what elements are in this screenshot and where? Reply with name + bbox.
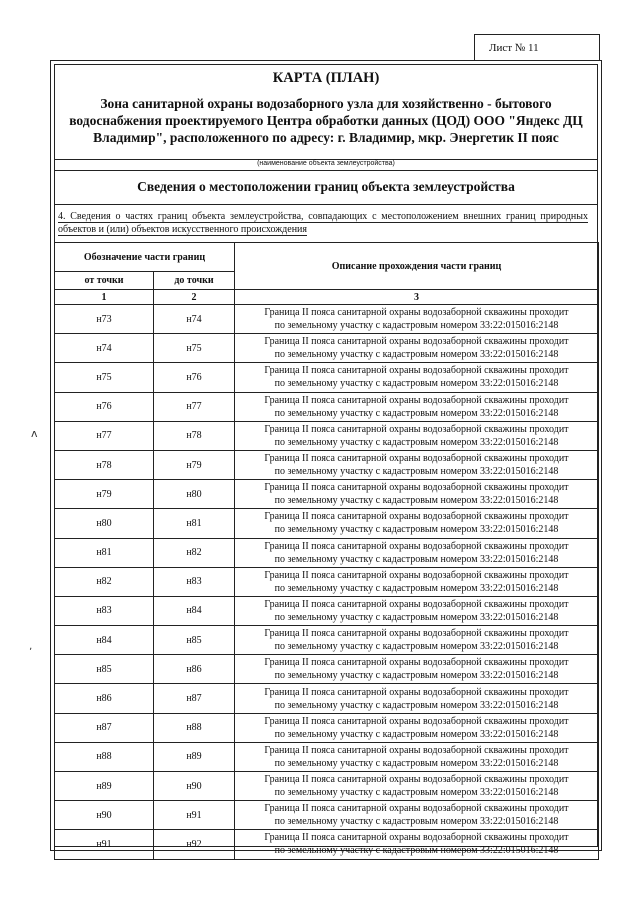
to-point: н77 (154, 392, 235, 421)
to-point: н91 (154, 801, 235, 830)
table-row (55, 567, 599, 596)
from-point: н87 (55, 713, 154, 742)
description-line: Граница II пояса санитарной охраны водозаборной скважины проходит (264, 511, 569, 523)
description-line: Граница II пояса санитарной охраны водозаборной скважины проходит (264, 540, 569, 552)
col-number: 2 (154, 290, 235, 305)
header-to-point: до точки (154, 272, 235, 290)
divider (54, 204, 598, 205)
section-note-text: 4. Сведения о частях границ объекта землеустройства, совпадающих с местоположением внешних границ природных объектов и (или) объектов искусственного происхождения (58, 211, 588, 235)
description-line: по земельному участку с кадастровым номером 33:22:015016:2148 (274, 816, 559, 828)
from-point: н80 (55, 509, 154, 538)
to-point: н78 (154, 421, 235, 450)
to-point: н80 (154, 480, 235, 509)
object-name: Зона санитарной охраны водозаборного узла для хозяйственно - бытового водоснабжения проектируемого Центра обработки данных (ЦОД) ООО "Яндекс ДЦ Владимир", расположенного по адресу: г. Владимир, мкр. Энергетик II пояс (69, 96, 583, 145)
to-point: н92 (154, 830, 235, 859)
description-line: по земельному участку с кадастровым номером 33:22:015016:2148 (274, 757, 559, 769)
table-row (55, 801, 599, 830)
from-point: н82 (55, 567, 154, 596)
table-row (55, 830, 599, 859)
from-point: н75 (55, 363, 154, 392)
description-line: по земельному участку с кадастровым номером 33:22:015016:2148 (274, 495, 559, 507)
margin-scribble: ʼ (29, 647, 33, 658)
document-title: КАРТА (ПЛАН) (272, 70, 380, 86)
divider (54, 170, 598, 171)
description-line: Граница II пояса санитарной охраны водозаборной скважины проходит (264, 423, 569, 435)
to-point: н83 (154, 567, 235, 596)
boundary-description (235, 480, 599, 509)
from-point: н76 (55, 392, 154, 421)
description-line: по земельному участку с кадастровым номером 33:22:015016:2148 (274, 611, 559, 623)
to-point: н87 (154, 684, 235, 713)
description-line: Граница II пояса санитарной охраны водозаборной скважины проходит (264, 365, 569, 377)
to-point: н82 (154, 538, 235, 567)
boundary-description (235, 421, 599, 450)
from-point: н74 (55, 334, 154, 363)
from-point: н78 (55, 450, 154, 479)
description-line: по земельному участку с кадастровым номером 33:22:015016:2148 (274, 582, 559, 594)
description-line: Граница II пояса санитарной охраны водозаборной скважины проходит (264, 657, 569, 669)
margin-scribble: ʌ (31, 427, 38, 440)
description-line: Граница II пояса санитарной охраны водозаборной скважины проходит (264, 832, 569, 844)
from-point: н81 (55, 538, 154, 567)
section-note (58, 210, 588, 236)
description-line: Граница II пояса санитарной охраны водозаборной скважины проходит (264, 715, 569, 727)
boundary-description (235, 626, 599, 655)
from-point: н88 (55, 742, 154, 771)
description-line: по земельному участку с кадастровым номером 33:22:015016:2148 (274, 787, 559, 799)
table-row (55, 392, 599, 421)
col-number: 1 (55, 290, 154, 305)
table-row (55, 363, 599, 392)
table-row (55, 538, 599, 567)
boundary-description (235, 830, 599, 859)
header-description: Описание прохождения части границ (235, 243, 599, 290)
from-point: н91 (55, 830, 154, 859)
to-point: н85 (154, 626, 235, 655)
boundary-description (235, 596, 599, 625)
description-line: по земельному участку с кадастровым номером 33:22:015016:2148 (274, 320, 559, 332)
object-caption: (наименование объекта землеустройства) (257, 160, 395, 167)
table-row (55, 305, 599, 334)
to-point: н90 (154, 772, 235, 801)
boundary-description (235, 334, 599, 363)
description-line: по земельному участку с кадастровым номером 33:22:015016:2148 (274, 728, 559, 740)
boundary-description (235, 392, 599, 421)
from-point: н73 (55, 305, 154, 334)
table-row (55, 626, 599, 655)
table-row (55, 742, 599, 771)
section-title: Сведения о местоположении границ объекта землеустройства (137, 179, 515, 194)
from-point: н90 (55, 801, 154, 830)
table-row (55, 596, 599, 625)
description-line: по земельному участку с кадастровым номером 33:22:015016:2148 (274, 349, 559, 361)
from-point: н83 (55, 596, 154, 625)
table-row (55, 772, 599, 801)
to-point: н74 (154, 305, 235, 334)
description-line: по земельному участку с кадастровым номером 33:22:015016:2148 (274, 407, 559, 419)
description-line: Граница II пояса санитарной охраны водозаборной скважины проходит (264, 336, 569, 348)
description-line: Граница II пояса санитарной охраны водозаборной скважины проходит (264, 803, 569, 815)
sheet-number: Лист № 11 (474, 34, 600, 61)
table-row (55, 713, 599, 742)
description-line: по земельному участку с кадастровым номером 33:22:015016:2148 (274, 466, 559, 478)
boundary-description (235, 742, 599, 771)
boundary-description (235, 772, 599, 801)
boundary-table (54, 242, 599, 860)
to-point: н75 (154, 334, 235, 363)
boundary-description (235, 509, 599, 538)
description-line: Граница II пояса санитарной охраны водозаборной скважины проходит (264, 598, 569, 610)
description-line: по земельному участку с кадастровым номером 33:22:015016:2148 (274, 524, 559, 536)
table-row (55, 480, 599, 509)
to-point: н76 (154, 363, 235, 392)
to-point: н86 (154, 655, 235, 684)
boundary-description (235, 305, 599, 334)
description-line: Граница II пояса санитарной охраны водозаборной скважины проходит (264, 744, 569, 756)
description-line: Граница II пояса санитарной охраны водозаборной скважины проходит (264, 307, 569, 319)
description-line: Граница II пояса санитарной охраны водозаборной скважины проходит (264, 569, 569, 581)
boundary-description (235, 538, 599, 567)
boundary-description (235, 713, 599, 742)
description-line: Граница II пояса санитарной охраны водозаборной скважины проходит (264, 774, 569, 786)
boundary-description (235, 684, 599, 713)
table-row (55, 450, 599, 479)
boundary-description (235, 450, 599, 479)
from-point: н86 (55, 684, 154, 713)
boundary-description (235, 363, 599, 392)
header-from-point: от точки (55, 272, 154, 290)
table-row (55, 421, 599, 450)
description-line: по земельному участку с кадастровым номером 33:22:015016:2148 (274, 845, 559, 857)
table-row (55, 509, 599, 538)
description-line: по земельному участку с кадастровым номером 33:22:015016:2148 (274, 378, 559, 390)
description-line: Граница II пояса санитарной охраны водозаборной скважины проходит (264, 482, 569, 494)
col-number: 3 (235, 290, 599, 305)
boundary-description (235, 655, 599, 684)
from-point: н77 (55, 421, 154, 450)
from-point: н84 (55, 626, 154, 655)
to-point: н81 (154, 509, 235, 538)
boundary-description (235, 801, 599, 830)
description-line: по земельному участку с кадастровым номером 33:22:015016:2148 (274, 553, 559, 565)
header-boundary-part: Обозначение части границ (55, 243, 235, 272)
table-row (55, 655, 599, 684)
description-line: по земельному участку с кадастровым номером 33:22:015016:2148 (274, 670, 559, 682)
description-line: Граница II пояса санитарной охраны водозаборной скважины проходит (264, 394, 569, 406)
table-row (55, 684, 599, 713)
to-point: н88 (154, 713, 235, 742)
boundary-description (235, 567, 599, 596)
from-point: н85 (55, 655, 154, 684)
table-row (55, 334, 599, 363)
from-point: н79 (55, 480, 154, 509)
to-point: н89 (154, 742, 235, 771)
description-line: по земельному участку с кадастровым номером 33:22:015016:2148 (274, 436, 559, 448)
description-line: Граница II пояса санитарной охраны водозаборной скважины проходит (264, 628, 569, 640)
description-line: Граница II пояса санитарной охраны водозаборной скважины проходит (264, 453, 569, 465)
description-line: Граница II пояса санитарной охраны водозаборной скважины проходит (264, 686, 569, 698)
from-point: н89 (55, 772, 154, 801)
description-line: по земельному участку с кадастровым номером 33:22:015016:2148 (274, 641, 559, 653)
to-point: н84 (154, 596, 235, 625)
to-point: н79 (154, 450, 235, 479)
table-body (55, 305, 599, 860)
description-line: по земельному участку с кадастровым номером 33:22:015016:2148 (274, 699, 559, 711)
